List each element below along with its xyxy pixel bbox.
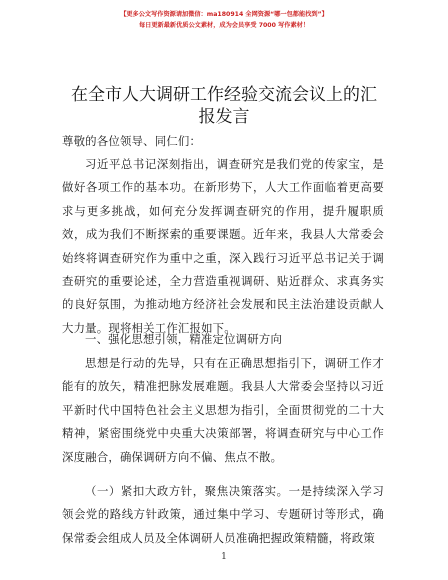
section-heading-1: 一、强化思想引领，精准定位调研方向 — [85, 332, 283, 346]
body-paragraph-3: （一）紧扣大政方针，聚焦决策落实。一是持续深入学习领会党的路线方针政策，通过集中学习、专题研讨等形式，确保常委会组成人员及全体调研人员准确把握政策精髓，将政策 — [62, 484, 384, 545]
body-paragraph-1: 习近平总书记深刻指出，调查研究是我们党的传家宝，是做好各项工作的基本功。在新形势下，人大工作面临着更高要求与更多挑战，如何充分发挥调查研究的作用，提升履职质效，成为我们不断探索的重要课题。近年来，我县人大常委会始终将调查研究作为重中之重，深入践行习近平总书记关于调查研究的重要论述，全力营造重视调研、贴近群众、求真务实的良好氛围，为推动地方经济社会发展和民主法治建设贡献人大力量。现将相关工作汇报如下。 — [62, 157, 384, 335]
promo-banner-line-2: 每日更新最新优质公文素材，成为会员享受 7000 写作素材！ — [138, 22, 310, 29]
salutation: 尊敬的各位领导、同仁们： — [62, 134, 202, 148]
body-paragraph-2: 思想是行动的先导，只有在正确思想指引下，调研工作才能有的放矢，精准把脉发展难题。我县人大常委会坚持以习近平新时代中国特色社会主义思想为指引，全面贯彻党的二十大精神，紧密围绕党中央重大决策部署，将调查研究与中心工作深度融合，确保调研方向不偏、焦点不散。 — [62, 356, 384, 464]
promo-banner-line-1: 【更多公文写作资源请加微信：ma180914 全网资源“哪一包都能找到”】 — [120, 11, 328, 18]
document-title: 在全市人大调研工作经验交流会议上的汇报发言 — [71, 85, 377, 127]
page-number: 1 — [221, 552, 227, 562]
